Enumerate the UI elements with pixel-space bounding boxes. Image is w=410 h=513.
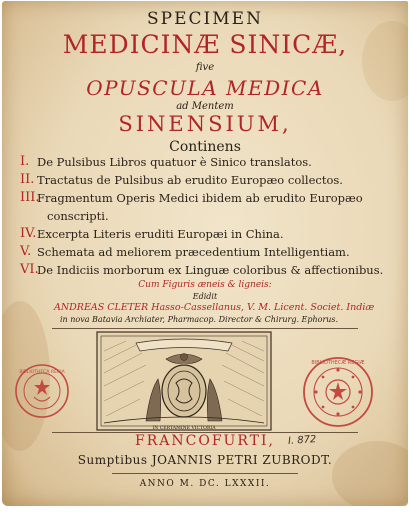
contents-list: [20, 153, 408, 279]
list-item: [20, 243, 408, 261]
item-number: V.: [20, 244, 32, 259]
manuscript-shelfmark: I. 872: [287, 434, 317, 447]
list-item: [20, 153, 408, 171]
item-text: De Pulsibus Libros quatuor è Sinico translatos.: [37, 155, 312, 169]
vignette-motto: IN CERTAMINE VICTORIA: [152, 426, 216, 431]
list-item: [20, 225, 408, 243]
item-text: Excerpta Literis eruditi Europæi in China.: [37, 227, 284, 241]
editor-line: ANDREAS CLETER Hasso-Cassellanus, V. M. Licent. Societ. Indiæ: [54, 302, 375, 313]
item-number: I.: [20, 154, 30, 169]
edidit-line: Edidit: [192, 292, 218, 301]
divider-rule: [112, 473, 298, 474]
editor-line-2: in nova Batavia Archiater, Pharmacop. Director & Chirurg. Ephorus.: [60, 315, 339, 324]
stamp-right-text: BIBLIOTHECÆ REGIÆ: [311, 360, 365, 366]
item-number: VI.: [20, 262, 39, 277]
item-number: III.: [20, 190, 40, 205]
title-page: [2, 1, 408, 506]
list-item: [20, 261, 408, 279]
item-text: conscripti.: [47, 209, 109, 223]
item-text: Schemata ad meliorem præcedentium Intelligentiam.: [37, 245, 350, 259]
list-item: [20, 189, 408, 207]
title-continens: Continens: [169, 139, 241, 155]
item-number: IV.: [20, 226, 37, 241]
list-item-continuation: [20, 207, 408, 225]
title-sinensium: SINENSIUM,: [118, 112, 292, 136]
title-medicinae-sinicae: MEDICINÆ SINICÆ,: [62, 30, 348, 59]
list-item: [20, 171, 408, 189]
paper-stain: [332, 441, 408, 506]
item-text: Tractatus de Pulsibus ab erudito Europæo collectos.: [37, 173, 343, 187]
item-text: Fragmentum Operis Medici ibidem ab erudito Europæo: [37, 191, 363, 205]
figures-line: Cum Figuris æneis & ligneis:: [138, 280, 272, 290]
printers-device-vignette: [96, 331, 272, 431]
title-opuscula-medica: OPUSCULA MEDICA: [86, 76, 324, 100]
divider-rule: [52, 328, 358, 329]
title-specimen: SPECIMEN: [147, 9, 263, 29]
item-number: II.: [20, 172, 35, 187]
title-ad-mentem: ad Mentem: [176, 101, 234, 112]
stamp-left-text: BIBLIOTHECA REGIA: [19, 370, 65, 375]
library-stamp-right: [302, 356, 374, 428]
item-text: De Indiciis morborum ex Linguæ coloribus & affectionibus.: [37, 263, 384, 277]
title-sive: five: [195, 62, 215, 73]
library-stamp-left: [14, 363, 70, 419]
place-of-publication: FRANCOFURTI,: [135, 433, 275, 449]
publisher-line: Sumptibus JOANNIS PETRI ZUBRODT.: [77, 453, 333, 467]
publication-year: ANNO M. DC. LXXXII.: [139, 479, 271, 489]
